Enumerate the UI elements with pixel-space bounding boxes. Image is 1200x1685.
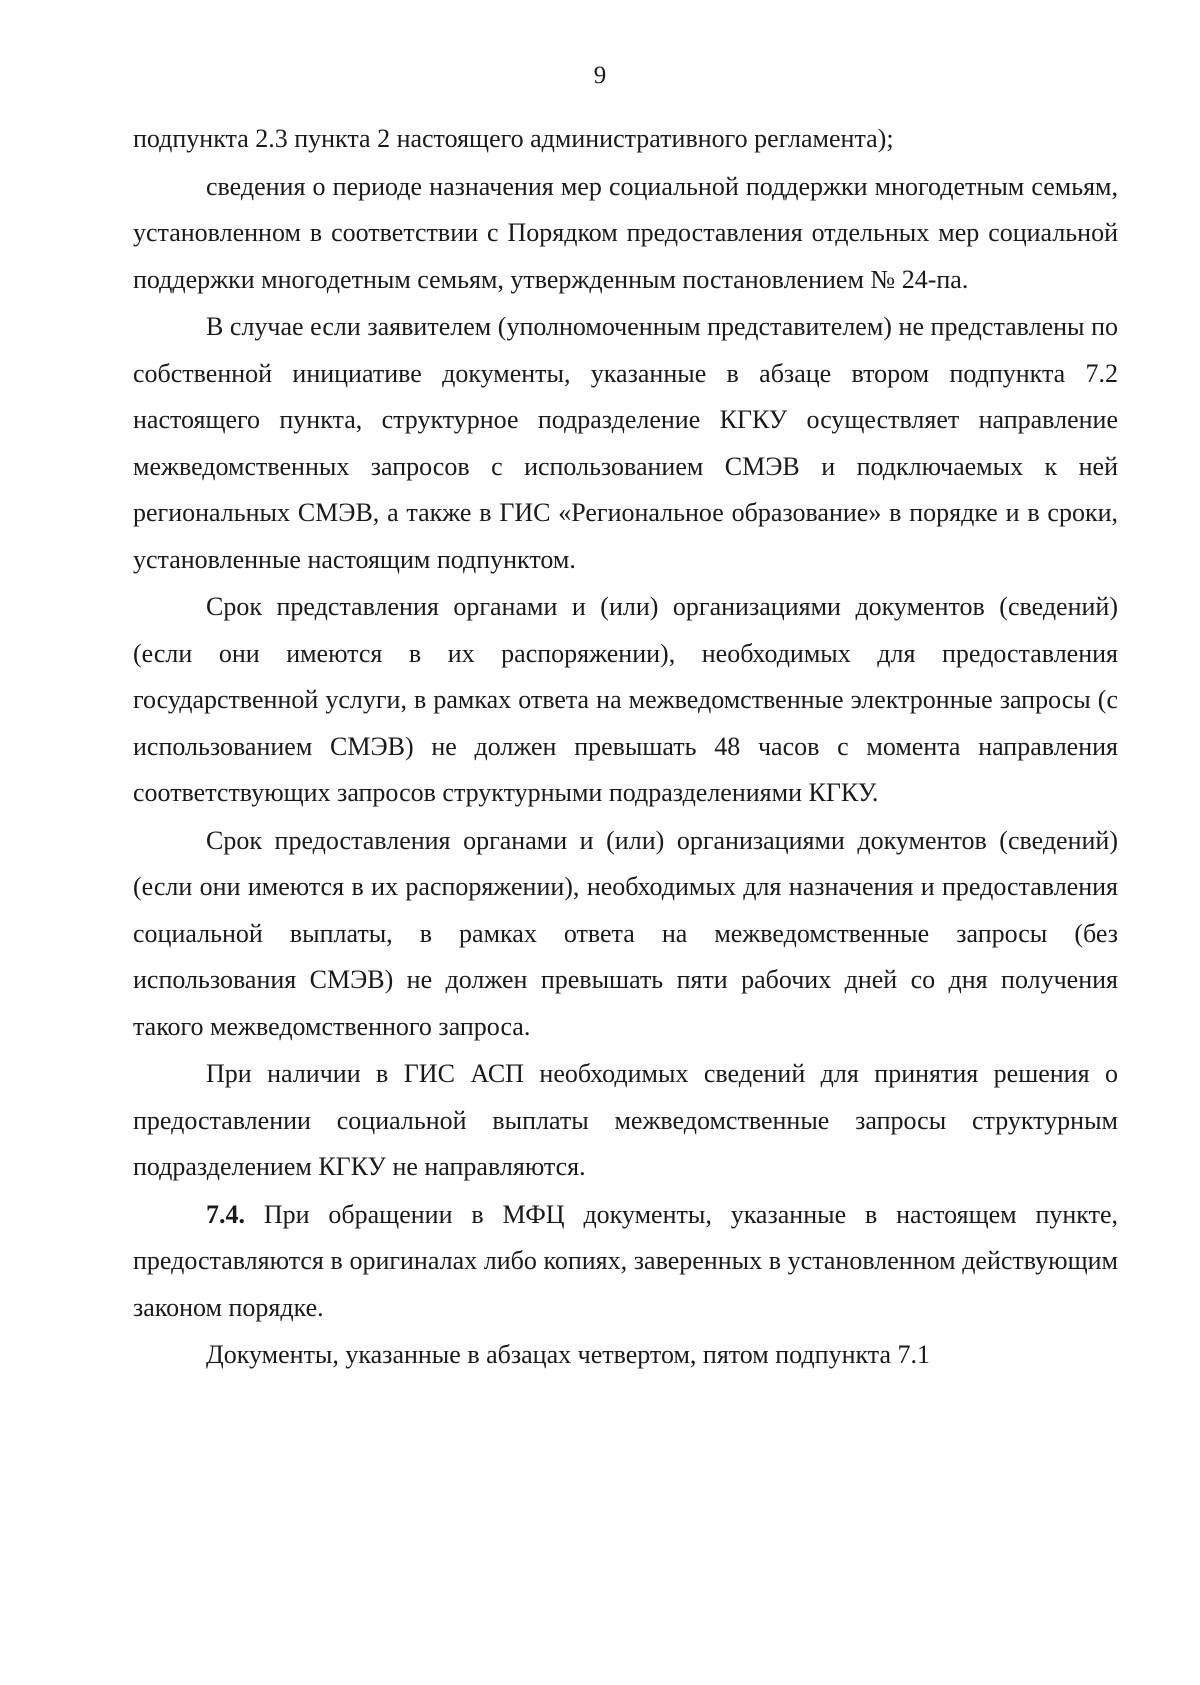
paragraph-7 bbox=[133, 1192, 1118, 1332]
paragraph-7-text: При обращении в МФЦ документы, указанные в настоящем пункте, предоставляются в оригиналах либо копиях, заверенных в установленном действующим законом порядке. bbox=[133, 1199, 1118, 1322]
page-number: 9 bbox=[593, 62, 607, 89]
paragraph-1: подпункта 2.3 пункта 2 настоящего административного регламента); bbox=[133, 124, 894, 153]
paragraph-2: сведения о периоде назначения мер социальной поддержки многодетным семьям, установленном в соответствии с Порядком предоставления отдельных мер социальной поддержки многодетным семьям, утвержденным постановлением № 24-па. bbox=[133, 171, 1118, 294]
paragraph-3: В случае если заявителем (уполномоченным представителем) не представлены по собственной инициативе документы, указанные в абзаце втором подпункта 7.2 настоящего пункта, структурное подразделение КГКУ осуществляет направление межведомственных запросов с использованием СМЭВ и подключаемых к ней региональных СМЭВ, а также в ГИС «Региональное образование» в порядке и в сроки, установленные настоящим подпунктом. bbox=[133, 312, 1118, 574]
document-body bbox=[133, 116, 1118, 1380]
paragraph-4: Срок представления органами и (или) организациями документов (сведений) (если они имеются в их распоряжении), необходимых для предоставления государственной услуги, в рамках ответа на межведомственные электронные запросы (с использованием СМЭВ) не должен превышать 48 часов с момента направления соответствующих запросов структурными подразделениями КГКУ. bbox=[133, 592, 1118, 807]
paragraph-5: Срок предоставления органами и (или) организациями документов (сведений) (если они имеются в их распоряжении), необходимых для назначения и предоставления социальной выплаты, в рамках ответа на межведомственные запросы (без использования СМЭВ) не должен превышать пяти рабочих дней со дня получения такого межведомственного запроса. bbox=[133, 825, 1118, 1041]
paragraph-6: При наличии в ГИС АСП необходимых сведений для принятия решения о предоставлении социальной выплаты межведомственные запросы структурным подразделением КГКУ не направляются. bbox=[133, 1059, 1118, 1181]
paragraph-8: Документы, указанные в абзацах четвертом, пятом подпункта 7.1 bbox=[206, 1340, 930, 1369]
section-number: 7.4. bbox=[206, 1199, 245, 1229]
